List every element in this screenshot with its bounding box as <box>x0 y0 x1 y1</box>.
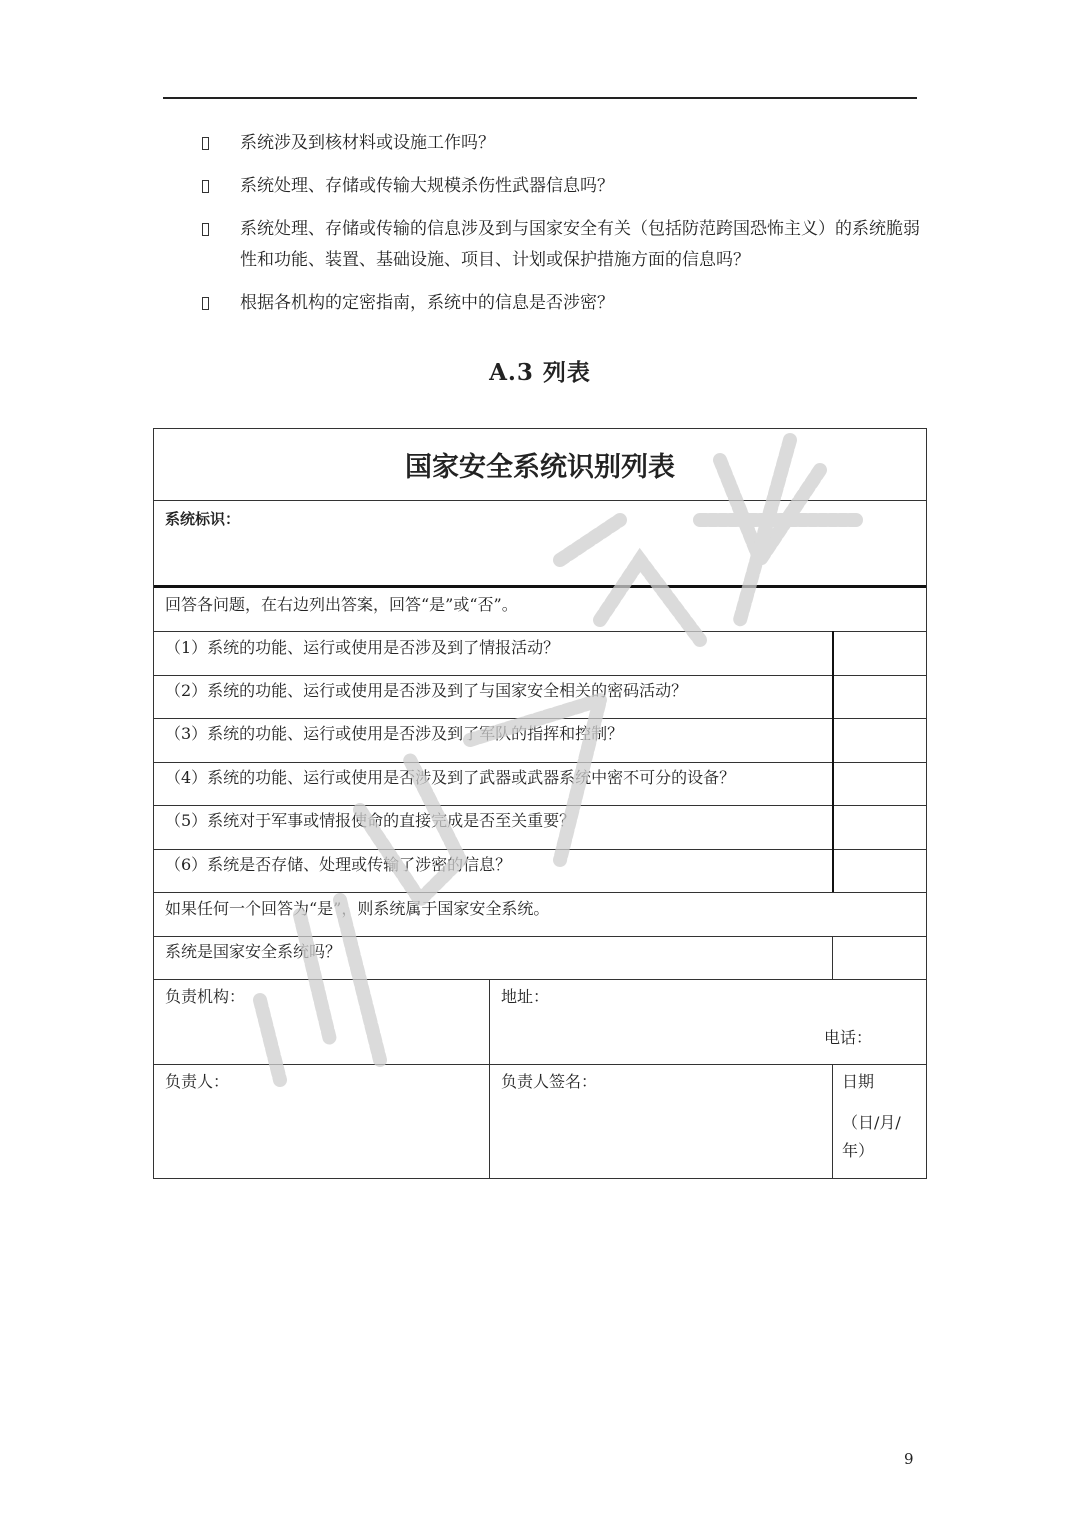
divider <box>154 892 926 893</box>
question-5: （5）系统对于军事或情报使命的直接完成是否至关重要？ <box>165 811 576 830</box>
bullet-item <box>200 171 920 202</box>
answer-cell-1[interactable] <box>835 632 925 674</box>
divider <box>154 849 926 850</box>
thick-divider <box>154 585 926 588</box>
bullet-item <box>200 288 920 319</box>
person-label: 负责人： <box>165 1072 230 1091</box>
answer-cell-6[interactable] <box>835 850 925 891</box>
instruction-text: 回答各问题，在右边列出答案，回答“是”或“否”。 <box>165 595 518 614</box>
section-title: A.3 列表 <box>489 359 591 386</box>
date-format-line1: （日/月/ <box>842 1113 901 1132</box>
nss-question: 系统是国家安全系统吗？ <box>165 942 342 961</box>
divider <box>154 805 926 806</box>
conclusion-text: 如果任何一个回答为“是”，则系统属于国家安全系统。 <box>165 899 550 918</box>
answer-cell-3[interactable] <box>835 719 925 761</box>
bullet-item <box>200 214 920 276</box>
form-title: 国家安全系统识别列表 <box>405 452 675 483</box>
divider <box>154 762 926 763</box>
answer-cell-2[interactable] <box>835 676 925 717</box>
question-3: （3）系统的功能、运行或使用是否涉及到了军队的指挥和控制？ <box>165 724 624 743</box>
signature-label: 负责人签名： <box>501 1072 598 1091</box>
bullet-text: 系统处理、存储或传输大规模杀伤性武器信息吗？ <box>240 176 614 196</box>
column-divider <box>832 1064 833 1179</box>
answer-column-divider <box>832 936 833 979</box>
bullet-text: 根据各机构的定密指南，系统中的信息是否涉密？ <box>240 293 614 313</box>
page-number: 9 <box>904 1450 914 1468</box>
phone-label: 电话： <box>824 1028 873 1047</box>
divider <box>154 1064 926 1065</box>
answer-column-divider <box>832 631 834 892</box>
answer-cell-4[interactable] <box>835 763 925 804</box>
bullet-box-icon <box>202 137 209 150</box>
divider <box>154 500 926 501</box>
date-label: 日期 <box>842 1072 875 1091</box>
address-label: 地址： <box>501 987 550 1006</box>
question-1: （1）系统的功能、运行或使用是否涉及到了情报活动？ <box>165 638 560 657</box>
system-id-label: 系统标识： <box>165 510 241 528</box>
divider <box>154 718 926 719</box>
agency-label: 负责机构： <box>165 987 246 1006</box>
divider <box>154 936 926 937</box>
bullet-box-icon <box>202 297 209 310</box>
bullet-text: 系统涉及到核材料或设施工作吗？ <box>240 133 495 153</box>
nss-answer-cell[interactable] <box>834 937 925 978</box>
column-divider <box>489 979 490 1179</box>
date-format-line2: 年） <box>842 1141 875 1160</box>
question-6: （6）系统是否存储、处理或传输了涉密的信息？ <box>165 855 512 874</box>
bullet-list <box>200 128 920 331</box>
header-rule <box>163 97 917 99</box>
nss-identification-form <box>153 428 927 1179</box>
divider <box>154 979 926 980</box>
bullet-box-icon <box>202 180 209 193</box>
answer-cell-5[interactable] <box>835 806 925 848</box>
question-2: （2）系统的功能、运行或使用是否涉及到了与国家安全相关的密码活动？ <box>165 681 688 700</box>
bullet-text: 系统处理、存储或传输的信息涉及到与国家安全有关（包括防范跨国恐怖主义）的系统脆弱性和功能、装置、基础设施、项目、计划或保护措施方面的信息吗？ <box>240 219 920 270</box>
divider <box>154 631 926 632</box>
bullet-box-icon <box>202 223 209 236</box>
question-4: （4）系统的功能、运行或使用是否涉及到了武器或武器系统中密不可分的设备？ <box>165 768 736 787</box>
bullet-item <box>200 128 920 159</box>
divider <box>154 675 926 676</box>
